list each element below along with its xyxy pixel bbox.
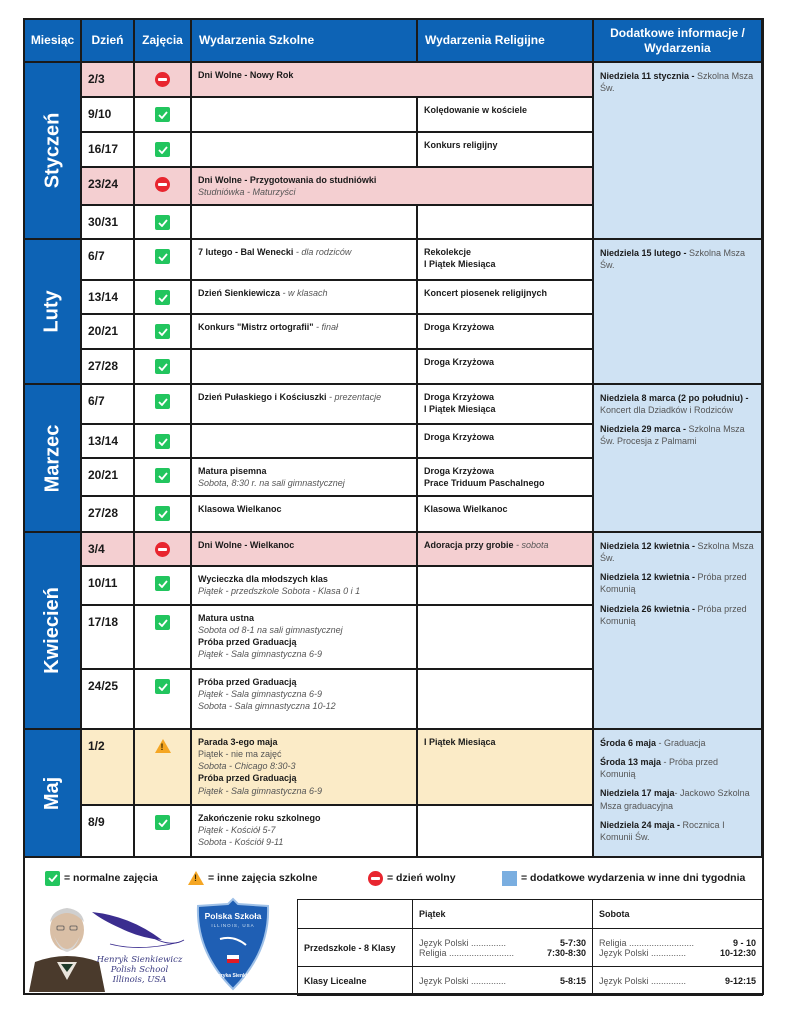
check-icon — [45, 871, 60, 886]
check-icon — [155, 215, 170, 230]
religious-event-cell — [418, 606, 594, 670]
school-script-logo: Henryk Sienkiewicz Polish School Illinois, USA — [96, 955, 183, 986]
day-cell: 24/25 — [82, 670, 135, 730]
extra-info-cell — [594, 240, 763, 385]
check-icon — [155, 615, 170, 630]
event-line: I Piątek Miesiąca — [424, 404, 496, 415]
status-cell — [135, 98, 192, 133]
day-cell: 2/3 — [82, 63, 135, 98]
event-line: Matura ustna — [198, 613, 255, 623]
check-icon — [155, 290, 170, 305]
school-event-cell — [192, 168, 594, 206]
school-event-cell — [192, 567, 418, 606]
event-line: Piątek - przedszkole Sobota - Klasa 0 i 1 — [198, 586, 361, 597]
religious-event-cell — [418, 98, 594, 133]
school-event-cell — [192, 281, 418, 315]
extra-event: Niedziela 12 kwietnia - Szkolna Msza Św. — [600, 541, 754, 564]
legend-extra: = dodatkowe wydarzenia w inne dni tygodnia — [502, 871, 745, 886]
day-cell: 8/9 — [82, 806, 135, 858]
column-header-4: Wydarzenia Religijne — [418, 20, 594, 63]
check-icon — [155, 324, 170, 339]
status-cell — [135, 459, 192, 497]
status-cell — [135, 670, 192, 730]
extra-event: Niedziela 24 maja - Rocznica I Komunii Św. — [600, 819, 725, 842]
extra-event: Niedziela 8 marca (2 po południu) - Koncert dla Dziadków i Rodziców — [600, 393, 749, 416]
day-cell: 27/28 — [82, 497, 135, 533]
check-icon — [155, 679, 170, 694]
extra-info-cell — [594, 63, 763, 240]
status-cell — [135, 63, 192, 98]
religious-event-cell — [418, 806, 594, 858]
event-line: Piątek - Sala gimnastyczna 6-9 — [198, 785, 323, 796]
event-line: Sobota od 8-1 na sali gimnastycznej — [198, 625, 343, 636]
event-line: Dni Wolne - Wielkanoc — [198, 540, 295, 550]
extra-info-cell — [594, 385, 763, 533]
column-header-0: Miesiąc — [25, 20, 82, 63]
extra-info-cell — [594, 730, 763, 858]
event-line: Wycieczka dla młodszych klas — [198, 574, 328, 584]
status-cell — [135, 281, 192, 315]
check-icon — [155, 815, 170, 830]
status-cell — [135, 606, 192, 670]
extra-event: Niedziela 17 maja- Jackowo Szkolna Msza graduacyjna — [600, 788, 750, 811]
event-line: Sobota - Sala gimnastyczna 10-12 — [198, 701, 336, 712]
event-line: Zakończenie roku szkolnego — [198, 813, 321, 823]
school-event-cell — [192, 385, 418, 425]
extra-event: Niedziela 29 marca - Szkolna Msza Św. Procesja z Palmami — [600, 424, 745, 447]
status-cell — [135, 385, 192, 425]
extra-info-cell — [594, 533, 763, 730]
month-label-4: Maj — [25, 730, 82, 858]
extra-event: Niedziela 26 kwietnia - Próba przed Komunią — [600, 603, 747, 626]
column-header-1: Dzień — [82, 20, 135, 63]
day-cell: 6/7 — [82, 385, 135, 425]
religious-event-cell — [418, 281, 594, 315]
event-line: Kolędowanie w kościele — [424, 105, 528, 115]
svg-text:Polska Szkoła: Polska Szkoła — [204, 911, 262, 921]
status-cell — [135, 315, 192, 350]
extra-event: Niedziela 15 lutego - Szkolna Msza Św. — [600, 248, 746, 271]
check-icon — [155, 249, 170, 264]
status-cell — [135, 168, 192, 206]
legend-other: ! = inne zajęcia szkolne — [188, 871, 317, 885]
day-cell: 3/4 — [82, 533, 135, 567]
school-shield-logo — [194, 897, 272, 991]
event-line: Rekolekcje — [424, 247, 472, 257]
day-cell: 20/21 — [82, 459, 135, 497]
schedule-saturday-cell: Język Polski .............. 9-12:15 — [593, 967, 763, 996]
religious-event-cell — [418, 206, 594, 240]
religious-event-cell — [418, 459, 594, 497]
status-cell — [135, 730, 192, 806]
extra-event: Niedziela 12 kwietnia - Próba przed Komunią — [600, 572, 747, 595]
schedule-header-friday: Piątek — [413, 900, 593, 929]
extra-event: Środa 13 maja - Próba przed Komunią — [600, 757, 719, 780]
check-icon — [155, 576, 170, 591]
month-label-1: Luty — [25, 240, 82, 385]
svg-text:im. Henryka Sienkiewicza: im. Henryka Sienkiewicza — [202, 973, 264, 979]
school-event-cell — [192, 533, 418, 567]
religious-event-cell — [418, 567, 594, 606]
stop-icon — [155, 177, 170, 192]
status-cell — [135, 425, 192, 459]
check-icon — [155, 394, 170, 409]
day-cell: 16/17 — [82, 133, 135, 168]
column-header-3: Wydarzenia Szkolne — [192, 20, 418, 63]
event-line: Konkurs religijny — [424, 140, 498, 150]
schedule-friday-cell: Język Polski .............. 5-8:15 — [413, 967, 593, 996]
event-line: Piątek - Sala gimnastyczna 6-9 — [198, 689, 323, 700]
day-cell: 10/11 — [82, 567, 135, 606]
event-line: Próba przed Graduacją — [198, 773, 297, 784]
schedule-friday-cell: Język Polski .............. 5-7:30 Religia .......................... 7:30-8:30 — [413, 929, 593, 967]
event-line: Matura pisemna — [198, 466, 267, 476]
stop-icon — [368, 871, 383, 886]
schedule-header-empty — [298, 900, 413, 929]
event-line: Studniówka - Maturzyści — [198, 187, 296, 198]
legend — [25, 860, 762, 896]
event-line: Sobota, 8:30 r. na sali gimnastycznej — [198, 478, 345, 489]
month-label-0: Styczeń — [25, 63, 82, 240]
religious-event-cell — [418, 533, 594, 567]
month-label-3: Kwiecień — [25, 533, 82, 730]
extra-event: Niedziela 11 stycznia - Szkolna Msza Św. — [600, 71, 754, 94]
event-line: Droga Krzyżowa — [424, 392, 495, 402]
event-line: Dzień Pułaskiego i Kościuszki - prezentacje — [198, 392, 382, 402]
legend-normal: = normalne zajęcia — [45, 871, 158, 886]
check-icon — [155, 468, 170, 483]
day-cell: 13/14 — [82, 425, 135, 459]
event-line: I Piątek Miesiąca — [424, 259, 496, 270]
month-label-2: Marzec — [25, 385, 82, 533]
event-line: Próba przed Graduacją — [198, 637, 297, 648]
religious-event-cell — [418, 670, 594, 730]
day-cell: 13/14 — [82, 281, 135, 315]
school-event-cell — [192, 670, 418, 730]
column-header-5: Dodatkowe informacje / Wydarzenia — [594, 20, 763, 63]
schedule-row-label: Klasy Licealne — [298, 967, 413, 996]
event-line: Droga Krzyżowa — [424, 466, 495, 476]
check-icon — [155, 506, 170, 521]
day-cell: 23/24 — [82, 168, 135, 206]
event-line: Próba przed Graduacją — [198, 677, 297, 687]
religious-event-cell — [418, 315, 594, 350]
status-cell — [135, 497, 192, 533]
day-cell: 6/7 — [82, 240, 135, 281]
column-header-2: Zajęcia — [135, 20, 192, 63]
day-cell: 17/18 — [82, 606, 135, 670]
schedule-saturday-cell: Religia .......................... 9 - 10 Język Polski .............. 10-12:30 — [593, 929, 763, 967]
status-cell — [135, 133, 192, 168]
event-line: Dni Wolne - Przygotowania do studniówki — [198, 175, 377, 185]
event-line: 7 lutego - Bal Wenecki - dla rodziców — [198, 247, 352, 257]
school-event-cell — [192, 206, 418, 240]
school-event-cell — [192, 350, 418, 385]
status-cell — [135, 806, 192, 858]
religious-event-cell — [418, 133, 594, 168]
event-line: Dzień Sienkiewicza - w klasach — [198, 288, 328, 298]
school-event-cell — [192, 730, 418, 806]
day-cell: 9/10 — [82, 98, 135, 133]
event-line: Droga Krzyżowa — [424, 432, 495, 442]
status-cell — [135, 567, 192, 606]
event-line: Sobota - Kościół 9-11 — [198, 837, 284, 848]
school-event-cell — [192, 425, 418, 459]
religious-event-cell — [418, 240, 594, 281]
school-event-cell — [192, 606, 418, 670]
check-icon — [155, 434, 170, 449]
school-event-cell — [192, 63, 594, 98]
school-event-cell — [192, 133, 418, 168]
event-line: Piątek - Sala gimnastyczna 6-9 — [198, 649, 323, 660]
schedule-header-saturday: Sobota — [593, 900, 763, 929]
school-event-cell — [192, 315, 418, 350]
day-cell: 1/2 — [82, 730, 135, 806]
day-cell: 30/31 — [82, 206, 135, 240]
check-icon — [155, 107, 170, 122]
event-line: Piątek - Kościół 5-7 — [198, 825, 276, 836]
religious-event-cell — [418, 385, 594, 425]
event-line: Piątek - nie ma zajęć — [198, 749, 282, 760]
blue-square-icon — [502, 871, 517, 886]
status-cell — [135, 240, 192, 281]
school-event-cell — [192, 806, 418, 858]
event-line: Klasowa Wielkanoc — [198, 504, 282, 514]
event-line: Parada 3-ego maja — [198, 737, 278, 747]
warning-icon — [188, 871, 204, 885]
event-line: Sobota - Chicago 8:30-3 — [198, 761, 296, 772]
svg-text:ILLINOIS, USA: ILLINOIS, USA — [211, 923, 255, 928]
school-event-cell — [192, 497, 418, 533]
religious-event-cell — [418, 497, 594, 533]
religious-event-cell — [418, 350, 594, 385]
school-event-cell — [192, 459, 418, 497]
stop-icon — [155, 542, 170, 557]
school-event-cell — [192, 240, 418, 281]
religious-event-cell — [418, 730, 594, 806]
stop-icon — [155, 72, 170, 87]
schedule-row-label: Przedszkole - 8 Klasy — [298, 929, 413, 967]
event-line: Adoracja przy grobie - sobota — [424, 540, 549, 550]
day-cell: 20/21 — [82, 315, 135, 350]
status-cell — [135, 206, 192, 240]
class-schedule-table — [297, 899, 763, 996]
check-icon — [155, 359, 170, 374]
event-line: Droga Krzyżowa — [424, 357, 495, 367]
event-line: Konkurs "Mistrz ortografii" - finał — [198, 322, 339, 332]
warning-icon — [155, 739, 171, 753]
event-line: Klasowa Wielkanoc — [424, 504, 508, 514]
check-icon — [155, 142, 170, 157]
event-line: I Piątek Miesiąca — [424, 737, 496, 747]
event-line: Koncert piosenek religijnych — [424, 288, 548, 298]
quill-icon — [90, 910, 185, 950]
extra-event: Środa 6 maja - Graduacja — [600, 738, 706, 748]
day-cell: 27/28 — [82, 350, 135, 385]
status-cell — [135, 533, 192, 567]
event-line: Prace Triduum Paschalnego — [424, 478, 545, 489]
legend-off: = dzień wolny — [368, 871, 456, 886]
religious-event-cell — [418, 425, 594, 459]
event-line: Dni Wolne - Nowy Rok — [198, 70, 294, 80]
school-event-cell — [192, 98, 418, 133]
status-cell — [135, 350, 192, 385]
event-line: Droga Krzyżowa — [424, 322, 495, 332]
